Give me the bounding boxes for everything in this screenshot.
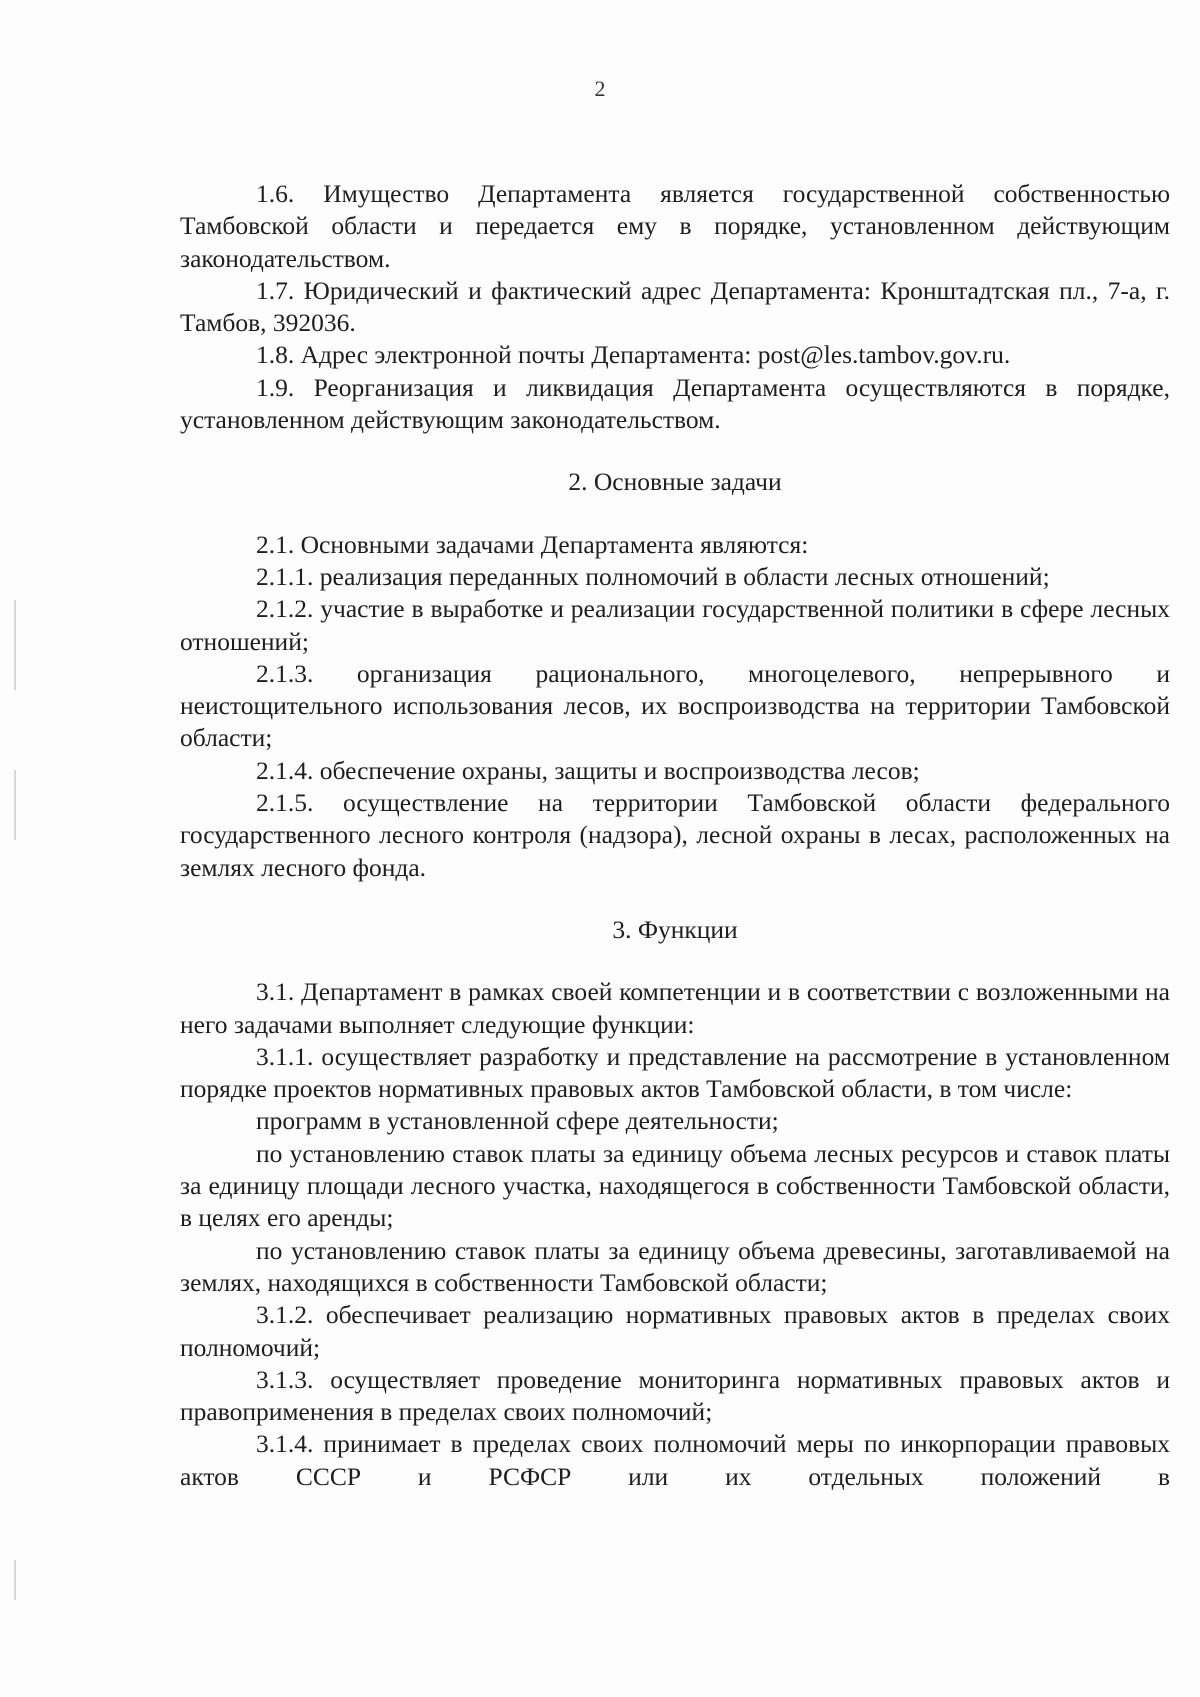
paragraph-3-1-1: 3.1.1. осуществляет разработку и представление на рассмотрение в установленном порядке проектов нормативных правовых актов Тамбовской области, в том числе: (180, 1041, 1170, 1104)
paragraph-1-6: 1.6. Имущество Департамента является государственной собственностью Тамбовской области и передается ему в порядке, установленном действующим законодательством. (180, 179, 1170, 273)
document-body (180, 178, 1170, 1493)
paragraph-2-1-3: 2.1.3. организация рационального, многоцелевого, непрерывного и неистощительного использования лесов, их воспроизводства на территории Тамбовской области; (180, 658, 1170, 753)
paragraph-2-1-1: 2.1.1. реализация переданных полномочий в области лесных отношений; (256, 561, 1050, 591)
paragraph-2-1-4: 2.1.4. обеспечение охраны, защиты и воспроизводства лесов; (256, 755, 920, 785)
section-heading-3: 3. Функции (612, 914, 738, 944)
paragraph-2-1: 2.1. Основными задачами Департамента являются: (256, 529, 809, 559)
paragraph-3-1-3: 3.1.3. осуществляет проведение мониторинга нормативных правовых актов и правоприменения в пределах своих полномочий; (180, 1364, 1170, 1427)
paragraph-3-1-1-programs: программ в установленной сфере деятельности; (256, 1106, 779, 1136)
paragraph-3-1: 3.1. Департамент в рамках своей компетенции и в соответствии с возложенными на него задачами выполняет следующие функции: (180, 977, 1170, 1039)
scan-artifact (14, 600, 16, 690)
paragraph-1-9: 1.9. Реорганизация и ликвидация Департамента осуществляются в порядке, установленном действующим законодательством. (180, 372, 1170, 435)
scan-artifact (14, 1560, 16, 1600)
paragraph-3-1-2: 3.1.2. обеспечивает реализацию нормативных правовых актов в пределах своих полномочий; (180, 1300, 1170, 1362)
section-heading-2: 2. Основные задачи (568, 467, 782, 497)
paragraph-2-1-2: 2.1.2. участие в выработке и реализации государственной политики в сфере лесных отношений; (180, 594, 1170, 656)
paragraph-3-1-1-rates-timber: по установлению ставок платы за единицу объема древесины, заготавливаемой на землях, находящихся в собственности Тамбовской области; (180, 1235, 1170, 1297)
page-number: 2 (594, 76, 606, 101)
paragraph-3-1-4: 3.1.4. принимает в пределах своих полномочий меры по инкорпорации правовых актов СССР и РСФСР или их отдельных положений в (180, 1429, 1170, 1491)
paragraph-2-1-5: 2.1.5. осуществление на территории Тамбовской области федерального государственного лесного контроля (надзора), лесной охраны в лесах, расположенных на землях лесного фонда. (180, 788, 1170, 882)
paragraph-3-1-1-rates-resources: по установлению ставок платы за единицу объема лесных ресурсов и ставок платы за единицу площади лесного участка, находящегося в собственности Тамбовской области, в целях его аренды; (180, 1138, 1170, 1233)
paragraph-1-7: 1.7. Юридический и фактический адрес Департамента: Кронштадтская пл., 7-а, г. Тамбов, 392036. (180, 275, 1170, 338)
scan-artifact (14, 770, 16, 840)
paragraph-1-8: 1.8. Адрес электронной почты Департамента: post@les.tambov.gov.ru. (256, 340, 1011, 370)
